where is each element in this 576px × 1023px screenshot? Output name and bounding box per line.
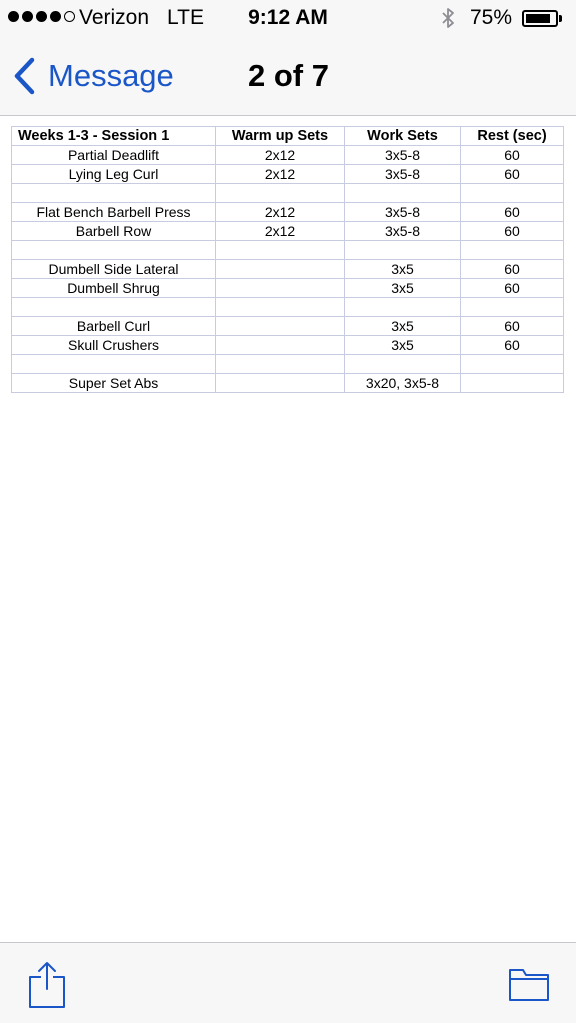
table-cell: 3x5-8: [345, 203, 461, 222]
table-cell: 60: [461, 336, 564, 355]
folder-button[interactable]: [508, 966, 550, 1002]
battery-icon: [522, 10, 558, 27]
table-cell: Dumbell Shrug: [12, 279, 216, 298]
table-cell: [345, 241, 461, 260]
table-row: [12, 165, 564, 184]
table-row: [12, 374, 564, 393]
table-cell: Dumbell Side Lateral: [12, 260, 216, 279]
table-cell: 60: [461, 165, 564, 184]
table-row: [12, 146, 564, 165]
table-cell: [461, 355, 564, 374]
table-cell: 60: [461, 279, 564, 298]
table-cell: [461, 298, 564, 317]
table-cell: 3x5-8: [345, 165, 461, 184]
table-cell: Super Set Abs: [12, 374, 216, 393]
table-cell: Partial Deadlift: [12, 146, 216, 165]
table-cell: 2x12: [216, 222, 345, 241]
table-cell: 2x12: [216, 203, 345, 222]
table-cell: Barbell Row: [12, 222, 216, 241]
table-cell: 3x5-8: [345, 146, 461, 165]
table-cell: 3x5: [345, 260, 461, 279]
table-header-row: [12, 127, 564, 146]
table-cell: 3x5-8: [345, 222, 461, 241]
table-cell: [12, 355, 216, 374]
chevron-left-icon: [12, 56, 36, 96]
table-cell: [216, 279, 345, 298]
table-cell: [12, 298, 216, 317]
table-row: [12, 260, 564, 279]
table-row: [12, 222, 564, 241]
table-cell: 60: [461, 317, 564, 336]
table-cell: [461, 241, 564, 260]
table-cell: [216, 374, 345, 393]
table-cell: 60: [461, 222, 564, 241]
folder-icon: [508, 966, 550, 1002]
column-header-rest: Rest (sec): [461, 127, 564, 146]
table-row: [12, 298, 564, 317]
table-cell: [461, 184, 564, 203]
table-cell: [345, 184, 461, 203]
bottom-toolbar: [0, 942, 576, 1023]
table-cell: [345, 298, 461, 317]
battery-percentage: 75%: [470, 6, 513, 29]
column-header-work-sets: Work Sets: [345, 127, 461, 146]
table-cell: 60: [461, 260, 564, 279]
table-cell: 2x12: [216, 165, 345, 184]
table-cell: [345, 355, 461, 374]
table-cell: [216, 336, 345, 355]
table-cell: 60: [461, 146, 564, 165]
table-row: [12, 355, 564, 374]
table-cell: 2x12: [216, 146, 345, 165]
back-button-label: Message: [48, 58, 174, 93]
share-icon: [27, 959, 67, 1011]
table-cell: 3x5: [345, 279, 461, 298]
attachment-document: [11, 126, 564, 393]
table-cell: Skull Crushers: [12, 336, 216, 355]
table-cell: Barbell Curl: [12, 317, 216, 336]
table-cell: [12, 184, 216, 203]
table-cell: [216, 260, 345, 279]
table-row: [12, 184, 564, 203]
status-time: 9:12 AM: [248, 6, 328, 29]
table-row: [12, 241, 564, 260]
table-cell: Lying Leg Curl: [12, 165, 216, 184]
table-cell: 3x5: [345, 317, 461, 336]
table-cell: [216, 355, 345, 374]
table-row: [12, 203, 564, 222]
table-cell: 3x20, 3x5-8: [345, 374, 461, 393]
table-cell: 3x5: [345, 336, 461, 355]
table-row: [12, 336, 564, 355]
back-button[interactable]: [12, 56, 174, 96]
table-cell: [12, 241, 216, 260]
table-cell: [216, 298, 345, 317]
carrier-name: Verizon: [79, 6, 150, 29]
table-cell: [216, 317, 345, 336]
bluetooth-icon: [441, 6, 455, 35]
column-header-warmup: Warm up Sets: [216, 127, 345, 146]
page-title: 2 of 7: [248, 58, 329, 93]
network-type: LTE: [167, 6, 204, 29]
battery-tip: [559, 15, 562, 22]
share-button[interactable]: [27, 959, 67, 1011]
table-body: [12, 146, 564, 393]
table-cell: Flat Bench Barbell Press: [12, 203, 216, 222]
battery-level: [526, 14, 550, 23]
workout-table: [11, 126, 564, 393]
table-cell: [461, 374, 564, 393]
navigation-bar: [0, 38, 576, 116]
column-header-session: Weeks 1-3 - Session 1: [12, 127, 216, 146]
table-cell: 60: [461, 203, 564, 222]
table-row: [12, 279, 564, 298]
status-bar: [0, 0, 576, 38]
table-row: [12, 317, 564, 336]
table-cell: [216, 184, 345, 203]
table-cell: [216, 241, 345, 260]
